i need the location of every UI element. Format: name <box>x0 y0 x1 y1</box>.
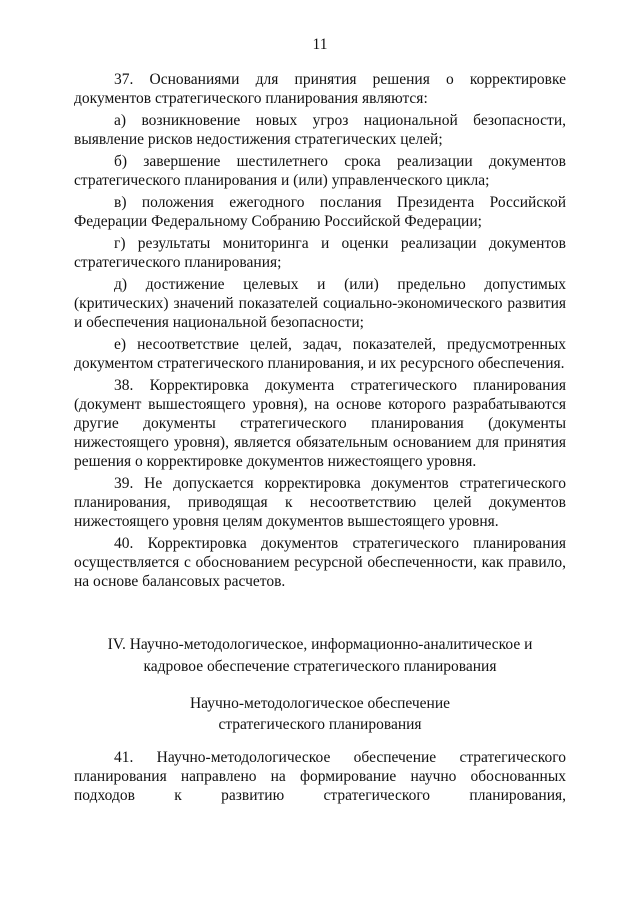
paragraph-37-v: в) положения ежегодного послания Президента Российской Федерации Федеральному Собранию Российской Федерации; <box>74 194 566 230</box>
paragraph-41-line-2: планирования направлено на формирование научно обоснованных <box>74 768 566 785</box>
paragraph-37: 37. Основаниями для принятия решения о корректировке документов стратегического планирования являются: <box>74 71 566 107</box>
paragraph-37-b: б) завершение шестилетнего срока реализации документов стратегического планирования и (или) управленческого цикла; <box>74 153 566 189</box>
paragraph-37-d: д) достижение целевых и (или) предельно допустимых (критических) значений показателей социально-экономического развития и обеспечения национальной безопасности; <box>74 276 566 331</box>
section-heading <box>74 634 566 678</box>
subsection-heading-line-2: стратегического планирования <box>218 716 422 733</box>
paragraph-39: 39. Не допускается корректировка документов стратегического планирования, приводящая к несоответствию целей документов нижестоящего уровня целям документов вышестоящего уровня. <box>74 475 566 530</box>
paragraph-40: 40. Корректировка документов стратегического планирования осуществляется с обоснованием ресурсной обеспеченности, как правило, на основе балансовых расчетов. <box>74 535 566 590</box>
paragraph-41 <box>74 748 566 805</box>
paragraph-38: 38. Корректировка документа стратегического планирования (документ вышестоящего уровня), на основе которого разрабатываются другие документы стратегического планирования (документы нижестоящего уровня), является обязательным основанием для принятия решения о корректировке документов нижестоящего уровня. <box>74 377 566 470</box>
page-number: 11 <box>312 36 328 53</box>
subsection-heading-line-1: Научно-методологическое обеспечение <box>189 695 451 712</box>
paragraph-41-line-3: подходов к развитию стратегического планирования, <box>74 787 566 804</box>
section-heading-line-2: кадровое обеспечение стратегического планирования <box>143 658 497 675</box>
paragraph-37-e: е) несоответствие целей, задач, показателей, предусмотренных документом стратегического планирования, и их ресурсного обеспечения. <box>74 336 566 372</box>
paragraph-41-line-1: 41. Научно-методологическое обеспечение стратегического <box>114 749 566 766</box>
subsection-heading <box>74 693 566 735</box>
body-text <box>74 70 566 594</box>
paragraph-37-g: г) результаты мониторинга и оценки реализации документов стратегического планирования; <box>74 235 566 271</box>
paragraph-37-a: а) возникновение новых угроз национальной безопасности, выявление рисков недостижения стратегических целей; <box>74 112 566 148</box>
section-heading-line-1: IV. Научно-методологическое, информационно-аналитическое и <box>107 636 533 653</box>
